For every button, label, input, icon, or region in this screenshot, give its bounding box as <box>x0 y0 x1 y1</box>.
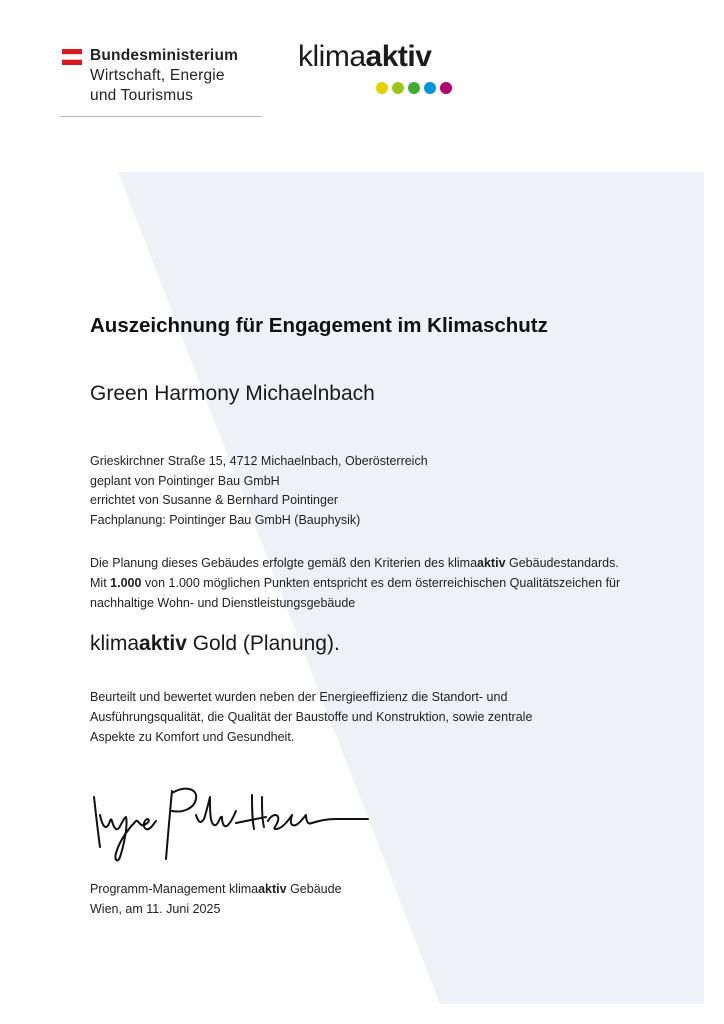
text-bold: aktiv <box>258 882 287 896</box>
text-span: Programm-Management klima <box>90 882 259 896</box>
text-span: von 1.000 möglichen Punkten entspricht es dem österreichischen Qualitätszeichen für <box>141 576 621 590</box>
text-span: Mit <box>90 576 111 590</box>
logo-dot-lightgreen <box>392 82 404 94</box>
logo-dot-yellow <box>376 82 388 94</box>
logo-dots <box>376 82 452 94</box>
description-line-1 <box>90 553 690 573</box>
award-bold: aktiv <box>139 632 187 655</box>
text-span: Die Planung dieses Gebäudes erfolgte gemäß den Kriterien des klima <box>90 556 478 570</box>
building-name: Green Harmony Michaelnbach <box>90 382 375 405</box>
ministry-logo <box>62 46 262 106</box>
building-details <box>90 452 690 530</box>
description-line-2 <box>90 573 690 593</box>
handwritten-signature <box>86 775 376 870</box>
award-level <box>90 632 690 656</box>
austria-flag-icon <box>62 49 82 65</box>
detail-address: Grieskirchner Straße 15, 4712 Michaelnbach, Oberösterreich <box>90 454 428 468</box>
logo-dot-blue <box>424 82 436 94</box>
ministry-line-2: Wirtschaft, Energie <box>90 67 225 84</box>
detail-built-by: errichtet von Susanne & Bernhard Pointinger <box>90 493 339 507</box>
text-bold: aktiv <box>477 556 506 570</box>
assessment-line-3: Aspekte zu Komfort und Gesundheit. <box>90 730 295 744</box>
footer-program-management <box>90 880 690 900</box>
ministry-line-1: Bundesministerium <box>90 47 239 64</box>
description-paragraph <box>90 553 690 613</box>
detail-planned-by: geplant von Pointinger Bau GmbH <box>90 473 280 488</box>
detail-specialist-planning: Fachplanung: Pointinger Bau GmbH (Bauphysik) <box>90 512 361 527</box>
ministry-name <box>90 46 262 106</box>
assessment-line-1: Beurteilt und bewertet wurden neben der Energieeffizienz die Standort- und <box>90 690 508 704</box>
text-span: Gebäudestandards. <box>505 556 619 570</box>
logo-dot-green <box>408 82 420 94</box>
klimaaktiv-logo <box>298 40 431 74</box>
ministry-divider <box>60 116 262 117</box>
award-suffix: Gold (Planung). <box>186 632 340 655</box>
klimaaktiv-wordmark <box>298 40 431 74</box>
assessment-line-2: Ausführungsqualität, die Qualität der Baustoffe und Konstruktion, sowie zentrale <box>90 710 533 724</box>
description-line-3: nachhaltige Wohn- und Dienstleistungsgebäude <box>90 596 356 610</box>
points-value: 1.000 <box>110 576 142 590</box>
footer <box>90 880 690 919</box>
logo-prefix: klima <box>298 40 366 73</box>
footer-place-date: Wien, am 11. Juni 2025 <box>90 901 221 916</box>
ministry-line-3: und Tourismus <box>90 87 194 104</box>
certificate-title: Auszeichnung für Engagement im Klimaschutz <box>90 314 548 337</box>
award-prefix: klima <box>90 632 140 655</box>
text-span: Gebäude <box>286 882 342 896</box>
logo-dot-magenta <box>440 82 452 94</box>
assessment-paragraph <box>90 687 610 747</box>
logo-bold: aktiv <box>365 40 432 73</box>
